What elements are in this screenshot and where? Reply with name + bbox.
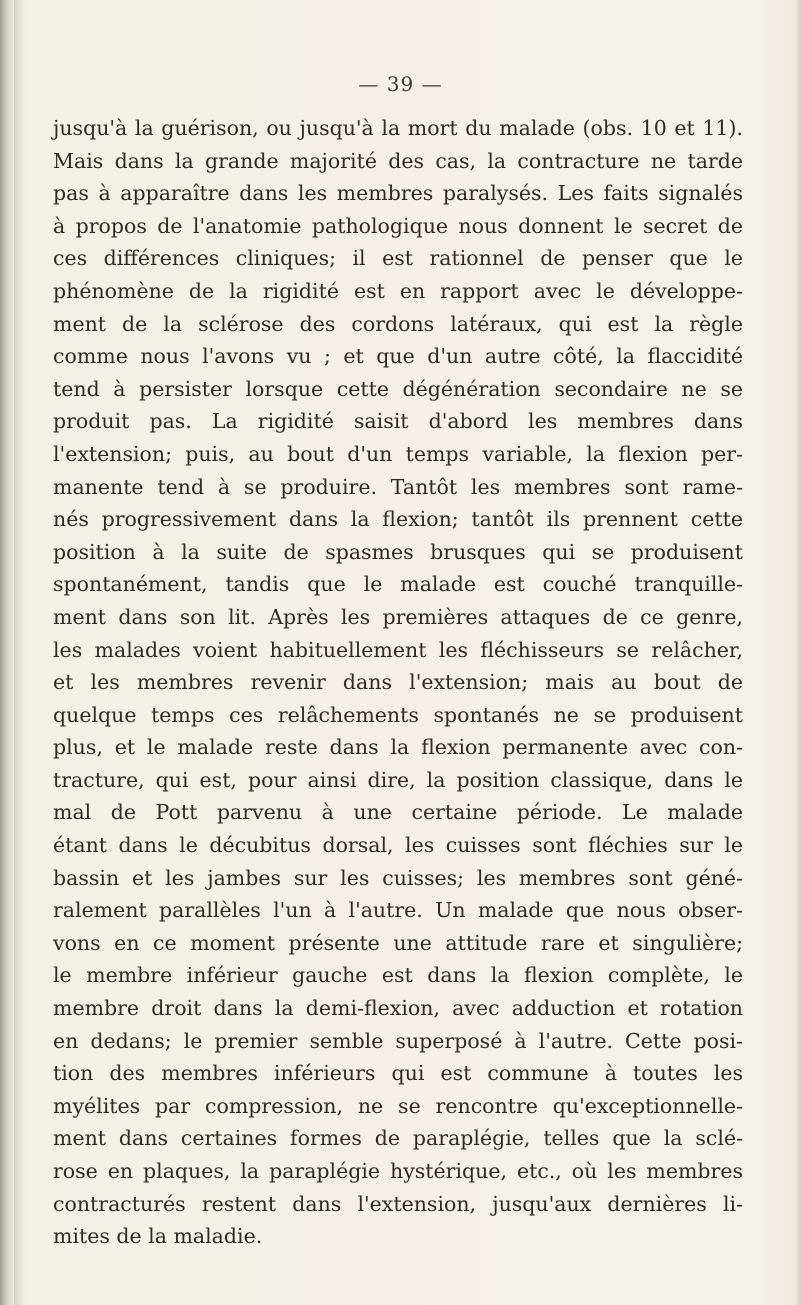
text-line: ment de la sclérose des cordons latéraux, qui est la règle (53, 311, 743, 336)
text-line: contracturés restent dans l'extension, jusqu'aux dernières li- (53, 1191, 743, 1216)
text-line: position à la suite de spasmes brusques qui se produisent (53, 539, 743, 564)
text-line: jusqu'à la guérison, ou jusqu'à la mort du malade (obs. 10 et 11). (53, 116, 743, 140)
text-line: les malades voient habituellement les fléchisseurs se relâcher, (53, 637, 743, 662)
body-paragraph (53, 112, 743, 1253)
text-line: mites de la maladie. (53, 1224, 263, 1249)
text-line: myélites par compression, ne se rencontre qu'exceptionnelle- (53, 1093, 743, 1118)
text-line: l'extension; puis, au bout d'un temps variable, la flexion per- (53, 441, 743, 466)
text-line: mal de Pott parvenu à une certaine période. Le malade (53, 800, 743, 825)
text-line: ces différences cliniques; il est rationnel de penser que le (53, 246, 743, 271)
text-line: vons en ce moment présente une attitude rare et singulière; (53, 930, 743, 955)
text-line: comme nous l'avons vu ; et que d'un autre côté, la flaccidité (53, 344, 743, 369)
text-line: tracture, qui est, pour ainsi dire, la position classique, dans le (53, 767, 743, 792)
text-line: Mais dans la grande majorité des cas, la contracture ne tarde (53, 148, 743, 173)
text-line: membre droit dans la demi-flexion, avec adduction et rotation (53, 996, 743, 1021)
text-line: ment dans son lit. Après les premières attaques de ce genre, (53, 604, 743, 629)
text-line: spontanément, tandis que le malade est couché tranquille- (53, 572, 743, 597)
text-line: le membre inférieur gauche est dans la flexion complète, le (53, 963, 743, 988)
text-line: phénomène de la rigidité est en rapport avec le développe- (53, 278, 743, 303)
text-line: nés progressivement dans la flexion; tantôt ils prennent cette (53, 507, 743, 532)
text-line: à propos de l'anatomie pathologique nous donnent le secret de (53, 213, 743, 238)
text-line: manente tend à se produire. Tantôt les membres sont rame- (53, 474, 743, 499)
text-line: tion des membres inférieurs qui est commune à toutes les (53, 1061, 743, 1086)
text-line: rose en plaques, la paraplégie hystérique, etc., où les membres (53, 1159, 743, 1183)
text-line: tend à persister lorsque cette dégénération secondaire ne se (53, 376, 743, 401)
text-line: étant dans le décubitus dorsal, les cuisses sont fléchies sur le (53, 833, 743, 858)
text-line: pas à apparaître dans les membres paralysés. Les faits signalés (53, 181, 743, 206)
binding-shadow (14, 0, 24, 1305)
text-line: et les membres revenir dans l'extension; mais au bout de (53, 670, 743, 695)
text-line: produit pas. La rigidité saisit d'abord les membres dans (53, 409, 743, 434)
page-number: — 39 — (358, 72, 443, 96)
text-line: quelque temps ces relâchements spontanés ne se produisent (53, 702, 743, 727)
text-line: en dedans; le premier semble superposé à l'autre. Cette posi- (53, 1028, 743, 1053)
page-right-edge (795, 0, 801, 1305)
text-line: ralement parallèles l'un à l'autre. Un malade que nous obser- (53, 898, 743, 923)
text-line: ment dans certaines formes de paraplégie, telles que la sclé- (53, 1126, 743, 1151)
text-line: plus, et le malade reste dans la flexion permanente avec con- (53, 735, 743, 760)
text-line: bassin et les jambes sur les cuisses; les membres sont géné- (53, 865, 743, 890)
page-binding-edge (0, 0, 14, 1305)
